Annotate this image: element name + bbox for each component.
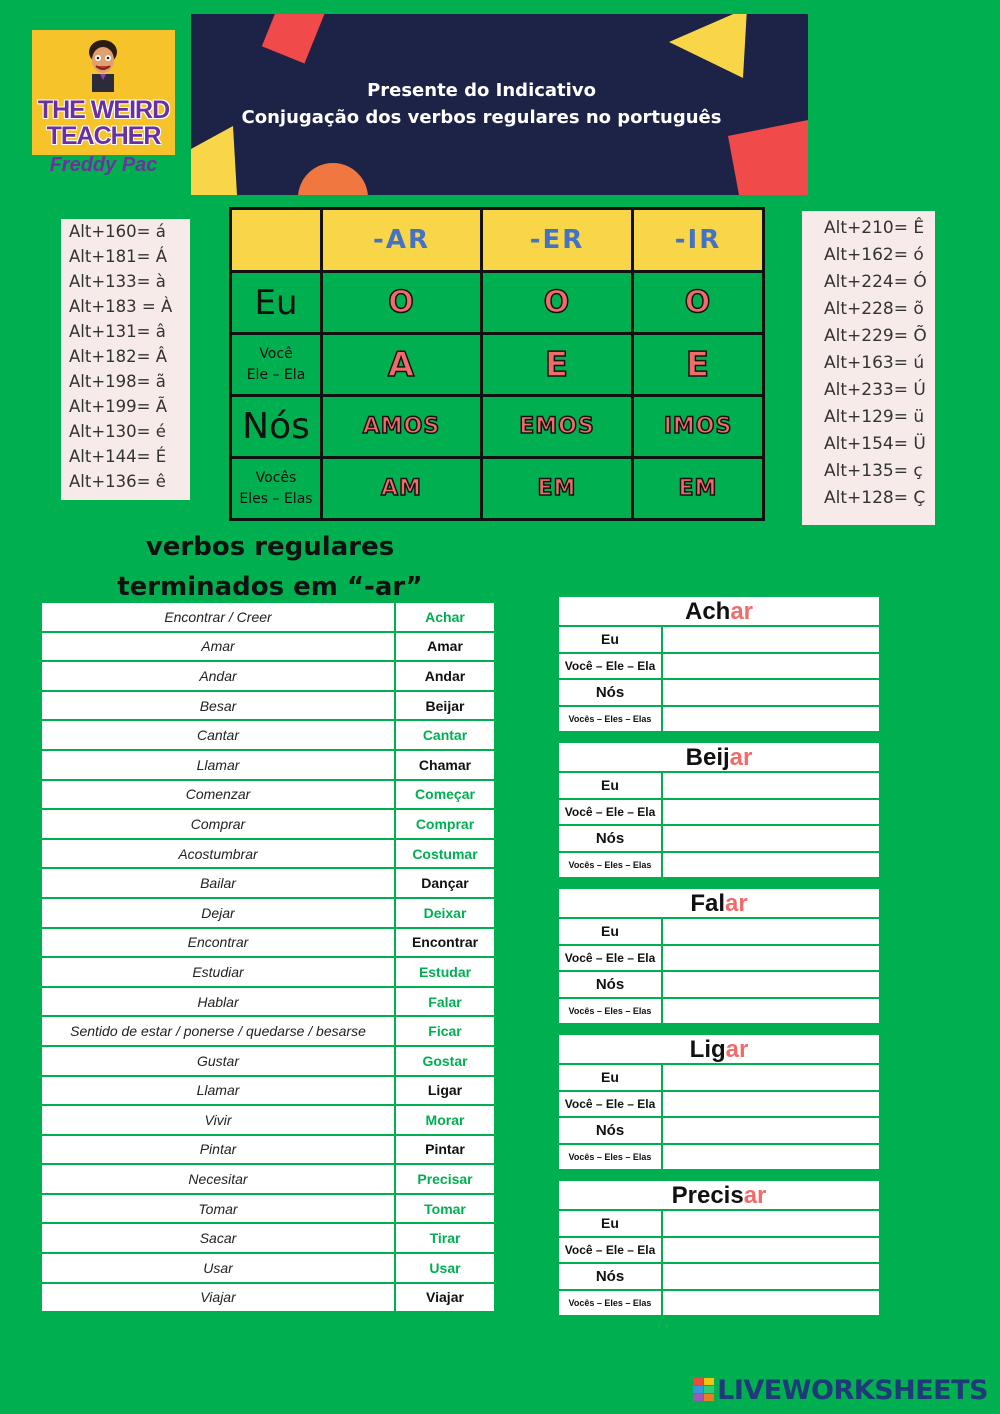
practice-row bbox=[559, 1065, 879, 1090]
pronoun-voce bbox=[231, 334, 322, 396]
pronoun-label: Você – Ele – Ela bbox=[559, 946, 661, 971]
practice-verb-title bbox=[559, 1035, 879, 1063]
ending-text: AM bbox=[381, 476, 422, 501]
pronoun-label: Eu bbox=[559, 1211, 661, 1236]
ending-cell bbox=[633, 458, 764, 520]
ending-cell bbox=[482, 396, 633, 458]
accent-code: Alt+229= Õ bbox=[824, 326, 927, 346]
vocab-row bbox=[42, 1076, 494, 1106]
conjugation-input[interactable] bbox=[663, 1238, 879, 1263]
pronoun-label: Nós bbox=[559, 826, 661, 851]
pronoun-label: Nós bbox=[559, 680, 661, 705]
teacher-logo bbox=[32, 30, 175, 178]
conjugation-input[interactable] bbox=[663, 1264, 879, 1289]
spanish-meaning: Tomar bbox=[42, 1194, 395, 1224]
vocab-row bbox=[42, 987, 494, 1017]
practice-row bbox=[559, 1092, 879, 1117]
accent-code: Alt+181= Á bbox=[69, 247, 168, 266]
practice-row bbox=[559, 627, 879, 652]
practice-verb-title bbox=[559, 1181, 879, 1209]
conjugation-input[interactable] bbox=[663, 1145, 879, 1170]
conjugation-input[interactable] bbox=[663, 946, 879, 971]
portuguese-verb: Precisar bbox=[395, 1164, 494, 1194]
portuguese-verb: Beijar bbox=[395, 691, 494, 721]
pronoun-label: Você – Ele – Ela bbox=[559, 1238, 661, 1263]
practice-row bbox=[559, 1291, 879, 1316]
accent-code: Alt+160= á bbox=[69, 222, 166, 241]
vocab-row bbox=[42, 750, 494, 780]
spanish-meaning: Llamar bbox=[42, 1076, 395, 1106]
footer-brand[interactable] bbox=[693, 1375, 988, 1405]
ending-cell bbox=[322, 334, 482, 396]
ending-text: EM bbox=[537, 476, 577, 501]
practice-verb-title bbox=[559, 743, 879, 771]
accent-code: Alt+133= à bbox=[69, 272, 166, 291]
footer-brand-text: LIVEWORKSHEETS bbox=[717, 1374, 988, 1406]
portuguese-verb: Ficar bbox=[395, 1016, 494, 1046]
spanish-meaning: Necesitar bbox=[42, 1164, 395, 1194]
portuguese-verb: Pintar bbox=[395, 1135, 494, 1165]
logo-line-1: THE WEIRD bbox=[37, 96, 170, 124]
pronoun-eu: Eu bbox=[231, 272, 322, 334]
accent-code: Alt+198= ã bbox=[69, 372, 166, 391]
practice-box-beijar bbox=[559, 743, 879, 877]
accent-code: Alt+183 = À bbox=[69, 297, 173, 316]
portuguese-verb: Cantar bbox=[395, 720, 494, 750]
pronoun-label: Vocês – Eles – Elas bbox=[559, 1145, 661, 1170]
logo-line-2: TEACHER bbox=[46, 122, 161, 150]
ending-text: E bbox=[685, 344, 711, 385]
pronoun-label: Vocês – Eles – Elas bbox=[559, 1291, 661, 1316]
practice-row bbox=[559, 773, 879, 798]
conjugation-input[interactable] bbox=[663, 853, 879, 878]
accent-code: Alt+131= â bbox=[69, 322, 166, 341]
practice-row bbox=[559, 654, 879, 679]
header-ir bbox=[633, 209, 764, 272]
accent-codes-right bbox=[802, 211, 935, 525]
vocab-row bbox=[42, 1046, 494, 1076]
conjugation-input[interactable] bbox=[663, 1211, 879, 1236]
vocab-row bbox=[42, 1135, 494, 1165]
spanish-meaning: Viajar bbox=[42, 1283, 395, 1313]
pronoun-label: Eu bbox=[559, 1065, 661, 1090]
header-ar bbox=[322, 209, 482, 272]
portuguese-verb: Comprar bbox=[395, 809, 494, 839]
verb-suffix: ar bbox=[729, 744, 753, 771]
accent-code: Alt+130= é bbox=[69, 422, 166, 441]
portuguese-verb: Costumar bbox=[395, 839, 494, 869]
practice-row bbox=[559, 1264, 879, 1289]
spanish-meaning: Andar bbox=[42, 661, 395, 691]
spanish-meaning: Acostumbrar bbox=[42, 839, 395, 869]
vocab-row bbox=[42, 809, 494, 839]
header-ir-label: -IR bbox=[674, 225, 722, 255]
pronoun-label: Eu bbox=[559, 627, 661, 652]
accent-code: Alt+233= Ú bbox=[824, 380, 926, 400]
pronoun-label: Nós bbox=[559, 972, 661, 997]
spanish-meaning: Sacar bbox=[42, 1223, 395, 1253]
header-er-label: -ER bbox=[529, 225, 585, 255]
ending-text: A bbox=[387, 344, 416, 385]
vocab-row bbox=[42, 868, 494, 898]
portuguese-verb: Gostar bbox=[395, 1046, 494, 1076]
banner-title-2: Conjugação dos verbos regulares no português bbox=[241, 107, 722, 128]
spanish-meaning: Hablar bbox=[42, 987, 395, 1017]
ending-cell bbox=[633, 396, 764, 458]
vocab-row bbox=[42, 720, 494, 750]
spanish-meaning: Bailar bbox=[42, 868, 395, 898]
spanish-meaning: Llamar bbox=[42, 750, 395, 780]
vocab-row bbox=[42, 632, 494, 662]
portuguese-verb: Estudar bbox=[395, 957, 494, 987]
ending-cell bbox=[322, 272, 482, 334]
ending-cell bbox=[322, 458, 482, 520]
verb-suffix: ar bbox=[730, 598, 754, 625]
section-heading bbox=[110, 527, 430, 607]
portuguese-verb: Ligar bbox=[395, 1076, 494, 1106]
heading-line-1: verbos regulares bbox=[145, 532, 395, 562]
verb-stem: Beij bbox=[685, 744, 730, 771]
teacher-avatar-icon bbox=[82, 34, 124, 92]
conjugation-input[interactable] bbox=[663, 972, 879, 997]
spanish-meaning: Gustar bbox=[42, 1046, 395, 1076]
ending-text: IMOS bbox=[663, 414, 733, 439]
pronoun-voces bbox=[231, 458, 322, 520]
vocab-row bbox=[42, 1283, 494, 1313]
conjugation-input[interactable] bbox=[663, 1092, 879, 1117]
ending-text: EM bbox=[678, 476, 718, 501]
practice-row bbox=[559, 1118, 879, 1143]
pronoun-label: Você – Ele – Ela bbox=[559, 1092, 661, 1117]
pronoun-label: Vocês – Eles – Elas bbox=[559, 853, 661, 878]
spanish-meaning: Encontrar bbox=[42, 928, 395, 958]
portuguese-verb: Morar bbox=[395, 1105, 494, 1135]
accent-code: Alt+199= Ã bbox=[69, 397, 168, 416]
endings-corner bbox=[231, 209, 322, 272]
pronoun-label: Vocês – Eles – Elas bbox=[559, 707, 661, 732]
portuguese-verb: Tirar bbox=[395, 1223, 494, 1253]
ending-text: AMOS bbox=[362, 414, 441, 439]
practice-row bbox=[559, 1238, 879, 1263]
ending-cell bbox=[482, 272, 633, 334]
spanish-meaning: Vivir bbox=[42, 1105, 395, 1135]
practice-box-falar bbox=[559, 889, 879, 1023]
accent-code: Alt+228= õ bbox=[824, 299, 924, 319]
pronoun-label: Eu bbox=[559, 773, 661, 798]
spanish-meaning: Besar bbox=[42, 691, 395, 721]
portuguese-verb: Viajar bbox=[395, 1283, 494, 1313]
ending-cell bbox=[482, 458, 633, 520]
pronoun-voce-line1: Você bbox=[259, 345, 293, 362]
practice-row bbox=[559, 919, 879, 944]
spanish-meaning: Pintar bbox=[42, 1135, 395, 1165]
verb-suffix: ar bbox=[725, 1036, 749, 1063]
conjugation-input[interactable] bbox=[663, 1291, 879, 1316]
ending-text: E bbox=[544, 344, 570, 385]
portuguese-verb: Deixar bbox=[395, 898, 494, 928]
conjugation-input[interactable] bbox=[663, 773, 879, 798]
verb-suffix: ar bbox=[725, 890, 748, 917]
logo-author: Freddy Pac bbox=[49, 154, 158, 176]
ending-text: O bbox=[684, 285, 712, 320]
header-ar-label: -AR bbox=[373, 225, 430, 255]
pronoun-label: Vocês – Eles – Elas bbox=[559, 999, 661, 1024]
accent-code: Alt+162= ó bbox=[824, 245, 924, 265]
pronoun-voces-line1: Vocês bbox=[255, 469, 297, 486]
practice-box-ligar bbox=[559, 1035, 879, 1169]
liveworksheets-logo-icon bbox=[693, 1378, 715, 1402]
accent-codes-left bbox=[61, 219, 190, 500]
accent-code: Alt+129= ü bbox=[824, 407, 925, 427]
pronoun-voces-line2: Eles – Elas bbox=[239, 490, 313, 507]
spanish-meaning: Usar bbox=[42, 1253, 395, 1283]
ending-cell bbox=[633, 334, 764, 396]
verb-suffix: ar bbox=[743, 1182, 767, 1209]
verb-stem: Fal bbox=[690, 890, 725, 917]
portuguese-verb: Tomar bbox=[395, 1194, 494, 1224]
practice-verb-title bbox=[559, 597, 879, 625]
practice-row bbox=[559, 680, 879, 705]
portuguese-verb: Falar bbox=[395, 987, 494, 1017]
practice-row bbox=[559, 1145, 879, 1170]
ending-cell bbox=[633, 272, 764, 334]
verb-stem: Lig bbox=[689, 1036, 726, 1063]
spanish-meaning: Dejar bbox=[42, 898, 395, 928]
accent-code: Alt+154= Ü bbox=[824, 434, 926, 454]
practice-verb-title bbox=[559, 889, 879, 917]
accent-code: Alt+210= Ê bbox=[824, 218, 925, 238]
practice-box-achar bbox=[559, 597, 879, 731]
pronoun-label: Nós bbox=[559, 1118, 661, 1143]
spanish-meaning: Amar bbox=[42, 632, 395, 662]
pronoun-label: Nós bbox=[559, 1264, 661, 1289]
conjugation-input[interactable] bbox=[663, 627, 879, 652]
vocab-row bbox=[42, 661, 494, 691]
conjugation-input[interactable] bbox=[663, 999, 879, 1024]
vocab-row bbox=[42, 1105, 494, 1135]
practice-row bbox=[559, 853, 879, 878]
practice-row bbox=[559, 826, 879, 851]
pronoun-nos: Nós bbox=[231, 396, 322, 458]
accent-code: Alt+136= ê bbox=[69, 472, 166, 491]
portuguese-verb: Achar bbox=[395, 603, 494, 632]
practice-row bbox=[559, 999, 879, 1024]
conjugation-input[interactable] bbox=[663, 800, 879, 825]
ending-text: EMOS bbox=[519, 414, 595, 439]
practice-row bbox=[559, 972, 879, 997]
spanish-meaning: Encontrar / Creer bbox=[42, 603, 395, 632]
ending-cell bbox=[482, 334, 633, 396]
vocab-table bbox=[42, 603, 494, 1313]
spanish-meaning: Cantar bbox=[42, 720, 395, 750]
practice-row bbox=[559, 946, 879, 971]
conjugation-input[interactable] bbox=[663, 919, 879, 944]
vocab-row bbox=[42, 603, 494, 632]
practice-row bbox=[559, 1211, 879, 1236]
heading-line-2: terminados em “-ar” bbox=[117, 572, 423, 602]
ending-text: O bbox=[543, 285, 571, 320]
spanish-meaning: Sentido de estar / ponerse / quedarse / besarse bbox=[42, 1016, 395, 1046]
conjugation-input[interactable] bbox=[663, 654, 879, 679]
vocab-row bbox=[42, 1223, 494, 1253]
accent-code: Alt+163= ú bbox=[824, 353, 925, 373]
vocab-row bbox=[42, 957, 494, 987]
verb-stem: Precis bbox=[671, 1182, 744, 1209]
spanish-meaning: Comenzar bbox=[42, 780, 395, 810]
conjugation-input[interactable] bbox=[663, 826, 879, 851]
practice-box-precisar bbox=[559, 1181, 879, 1315]
accent-code: Alt+128= Ç bbox=[824, 488, 926, 508]
portuguese-verb: Começar bbox=[395, 780, 494, 810]
vocab-row bbox=[42, 1016, 494, 1046]
spanish-meaning: Comprar bbox=[42, 809, 395, 839]
conjugation-input[interactable] bbox=[663, 1065, 879, 1090]
vocab-row bbox=[42, 839, 494, 869]
portuguese-verb: Chamar bbox=[395, 750, 494, 780]
spanish-meaning: Estudiar bbox=[42, 957, 395, 987]
pronoun-label: Eu bbox=[559, 919, 661, 944]
vocab-row bbox=[42, 691, 494, 721]
banner-title-1: Presente do Indicativo bbox=[367, 80, 596, 101]
practice-row bbox=[559, 800, 879, 825]
vocab-row bbox=[42, 1194, 494, 1224]
vocab-row bbox=[42, 898, 494, 928]
conjugation-input[interactable] bbox=[663, 707, 879, 732]
header-er bbox=[482, 209, 633, 272]
ending-cell bbox=[322, 396, 482, 458]
endings-table bbox=[229, 207, 765, 521]
title-banner bbox=[191, 14, 808, 195]
pronoun-label: Você – Ele – Ela bbox=[559, 654, 661, 679]
accent-code: Alt+182= Â bbox=[69, 347, 168, 366]
portuguese-verb: Encontrar bbox=[395, 928, 494, 958]
vocab-row bbox=[42, 780, 494, 810]
portuguese-verb: Andar bbox=[395, 661, 494, 691]
verb-stem: Ach bbox=[684, 598, 731, 625]
vocab-row bbox=[42, 1253, 494, 1283]
vocab-row bbox=[42, 928, 494, 958]
pronoun-label: Você – Ele – Ela bbox=[559, 800, 661, 825]
banner-shapes bbox=[191, 14, 808, 195]
ending-text: O bbox=[388, 285, 415, 320]
portuguese-verb: Usar bbox=[395, 1253, 494, 1283]
vocab-row bbox=[42, 1164, 494, 1194]
accent-code: Alt+224= Ó bbox=[824, 272, 927, 292]
portuguese-verb: Amar bbox=[395, 632, 494, 662]
portuguese-verb: Dançar bbox=[395, 868, 494, 898]
pronoun-voce-line2: Ele – Ela bbox=[246, 366, 306, 383]
accent-code: Alt+135= ç bbox=[824, 461, 923, 481]
conjugation-input[interactable] bbox=[663, 680, 879, 705]
conjugation-input[interactable] bbox=[663, 1118, 879, 1143]
accent-code: Alt+144= É bbox=[69, 447, 167, 466]
practice-row bbox=[559, 707, 879, 732]
